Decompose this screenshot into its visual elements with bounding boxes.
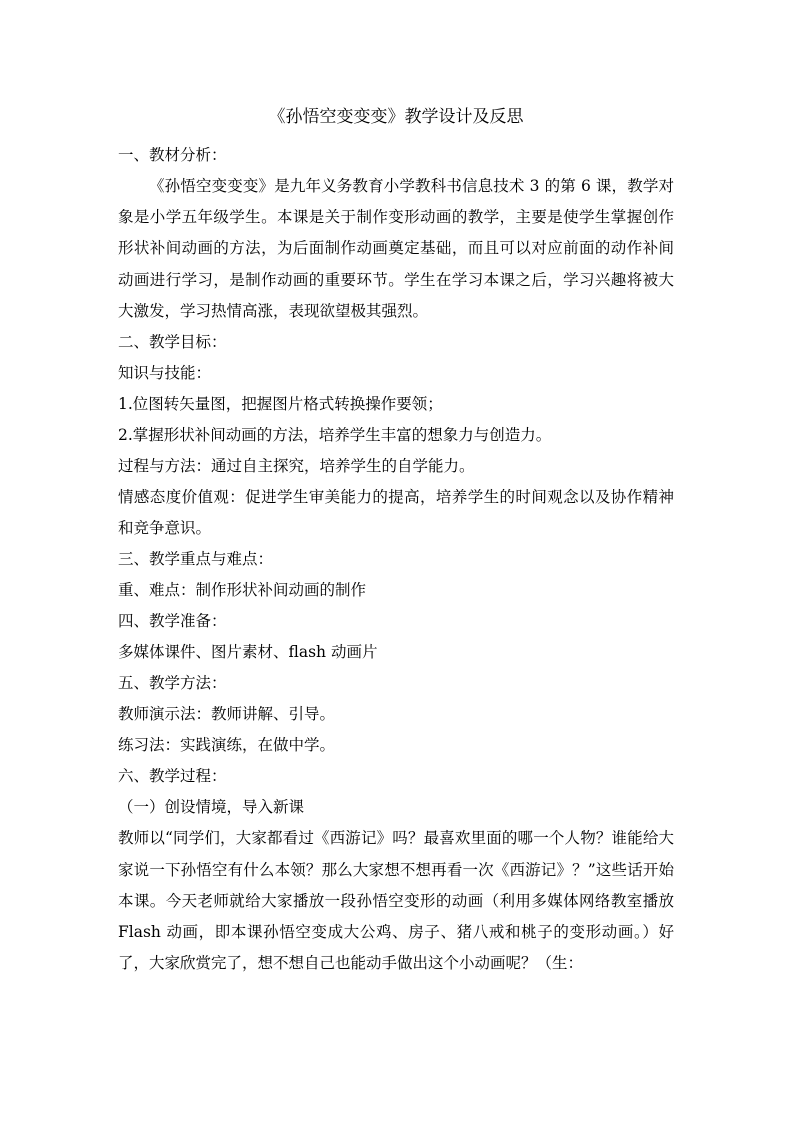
section-heading-process: 六、教学过程： [118,767,227,786]
key-points-text: 重、难点：制作形状补间动画的制作 [118,581,367,600]
preparation-text: 多媒体课件、图片素材、flash 动画片 [118,643,378,662]
methods-item-2: 练习法：实践演练，在做中学。 [118,736,336,755]
section-heading-methods: 五、教学方法： [118,674,227,693]
section-heading-analysis: 一、教材分析： [118,146,227,164]
paragraph-process-intro: 教师以“同学们，大家都看过《西游记》吗？最喜欢里面的哪一个人物？谁能给大家说一下孙悟空有什么本领？那么大家想不想再看一次《西游记》？”这些话开始本课。今天老师就给大家播放一段孙悟空变形的动画（利用多媒体网络教室播放 Flash 动画，即本课孙悟空变成大公鸡、房子、猪八戒和桃子的变形动画。）好了，大家欣赏完了，想不想自己也能动手做出这个小动画呢？（生： [118,829,674,973]
paragraph-analysis: 《孙悟空变变变》是九年义务教育小学教科书信息技术 3 的第 6 课，教学对象是小学五年级学生。本课是关于制作变形动画的教学，主要是使学生掌握创作形状补间动画的方法，为后面制作动画奠定基础，而且可以对应前面的动作补间动画进行学习，是制作动画的重要环节。学生在学习本课之后，学习兴趣将被大大激发，学习热情高涨，表现欲望极其强烈。 [118,177,674,320]
document-title: 《孙悟空变变变》教学设计及反思 [268,107,524,127]
goals-item-1: 1.位图转矢量图，把握图片格式转换操作要领； [118,395,443,414]
document-page [118,100,674,979]
goals-process: 过程与方法：通过自主探究，培养学生的自学能力。 [118,457,475,476]
goals-emotion: 情感态度价值观：促进学生审美能力的提高，培养学生的时间观念以及协作精神和竞争意识。 [118,488,674,538]
section-heading-preparation: 四、教学准备： [118,612,227,631]
goals-item-2: 2.掌握形状补间动画的方法，培养学生丰富的想象力与创造力。 [118,426,552,445]
section-heading-goals: 二、教学目标： [118,333,227,352]
section-heading-key-points: 三、教学重点与难点： [118,550,274,569]
process-subheading-1: （一）创设情境，导入新课 [118,798,305,817]
methods-item-1: 教师演示法：教师讲解、引导。 [118,705,336,724]
goals-knowledge-label: 知识与技能： [118,364,212,383]
